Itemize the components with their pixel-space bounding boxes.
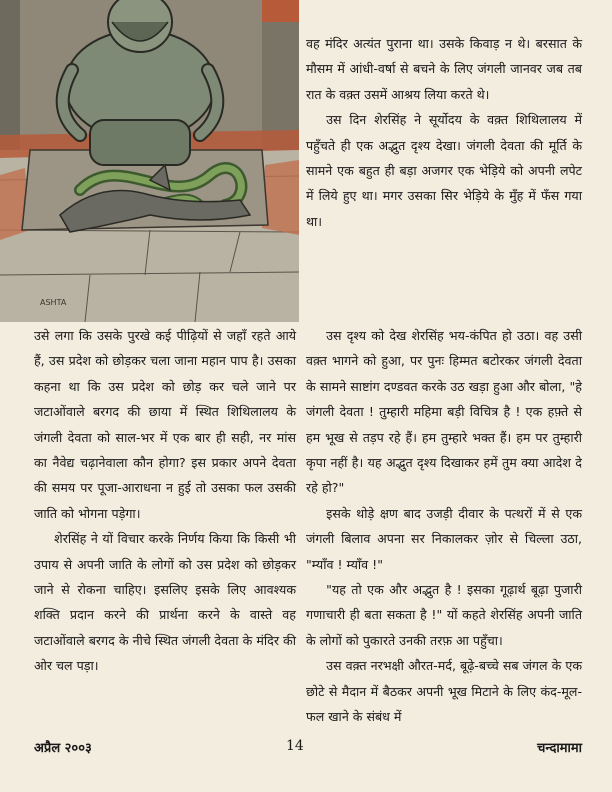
column-right-bottom: [306, 323, 582, 730]
paragraph: वह मंदिर अत्यंत पुराना था। उसके किवाड़ न थे। बरसात के मौसम में आंधी-वर्षा से बचने के लिए जंगली जानवर जब तब रात के वक़्त उसमें आश्रय लिया करते थे।: [306, 36, 582, 102]
page-footer: [34, 738, 582, 758]
idol-serpent-wolf-picture: [0, 0, 299, 322]
column-right-top: [306, 31, 582, 234]
paragraph: शेरसिंह ने यों विचार करके निर्णय किया कि किसी भी उपाय से अपनी जाति के लोगों को उस प्रदेश को छोड़कर जाने से रोकना चाहिए। इसलिए इसके लिए आवश्यक शक्ति प्रदान करने की प्रार्थना करने के वास्ते वह जटाओंवाले बरगद के नीचे स्थित जंगली देवता के मंदिर की ओर चल पड़ा।: [34, 531, 296, 674]
story-illustration: [0, 0, 299, 322]
paragraph: इसके थोड़े क्षण बाद उजड़ी दीवार के पत्थरों में से एक जंगली बिलाव अपना सर निकालकर ज़ोर से चिल्ला उठा, "म्याँव ! म्याँव !": [306, 505, 582, 572]
page-number: 14: [286, 738, 304, 754]
paragraph: "यह तो एक और अद्भुत है ! इसका गूढ़ार्थ बूढ़ा पुजारी गणाचारी ही बता सकता है !" यों कहते शेरसिंह अपनी जाति के लोगों को पुकारते उनकी तरफ़ आ पहुँचा।: [306, 582, 582, 648]
magazine-name: चन्दामामा: [537, 741, 582, 756]
paragraph: उस दृश्य को देख शेरसिंह भय-कंपित हो उठा। वह उसी वक़्त भागने को हुआ, पर पुनः हिम्मत बटोरकर जंगली देवता के सामने साष्टांग दण्डवत करके उठ खड़ा हुआ और बोला, "हे जंगली देवता ! तुम्हारी महिमा बड़ी विचित्र है ! एक हफ़्ते से हम भूख से तड़प रहे हैं। हम तुम्हारे भक्त हैं। हम पर तुम्हारी कृपा नहीं है। यह अद्भुत दृश्य दिखाकर हमें तुम क्या आदेश दे रहे हो?": [306, 328, 582, 496]
paragraph: उस वक़्त नरभक्षी औरत-मर्द, बूढ़े-बच्चे सब जंगल के एक छोटे से मैदान में बैठकर अपनी भूख मिटाने के लिए कंद-मूल-फल खाने के संबंध में: [306, 658, 582, 725]
column-left: [34, 323, 296, 679]
issue-date: अप्रैल २००३: [34, 741, 92, 756]
artist-signature: ASHTA: [40, 298, 67, 307]
paragraph: उस दिन शेरसिंह ने सूर्योदय के वक़्त शिथिलालय में पहुँचते ही एक अद्भुत दृश्य देखा। जंगली देवता की मूर्ति के सामने एक बहुत ही बड़ा अजगर एक भेड़िये को अपनी लपेट में लिये हुए था। मगर उसका सिर भेड़िये के मुँह में फँस गया था।: [306, 112, 582, 229]
paragraph: उसे लगा कि उसके पुरखे कई पीढ़ियों से जहाँ रहते आये हैं, उस प्रदेश को छोड़कर चला जाना महान पाप है। उसका कहना था कि उस प्रदेश को छोड़ कर चले जाने पर जटाओंवाले बरगद की छाया में स्थित शिथिलालय के जंगली देवता को साल-भर में एक बार ही सही, नर मांस का नैवेद्य चढ़ानेवाला कौन होगा? इस प्रकार अपने देवता की समय पर पूजा-आराधना न हुई तो उसका फल उसकी जाति को भोगना पड़ेगा।: [34, 328, 296, 521]
